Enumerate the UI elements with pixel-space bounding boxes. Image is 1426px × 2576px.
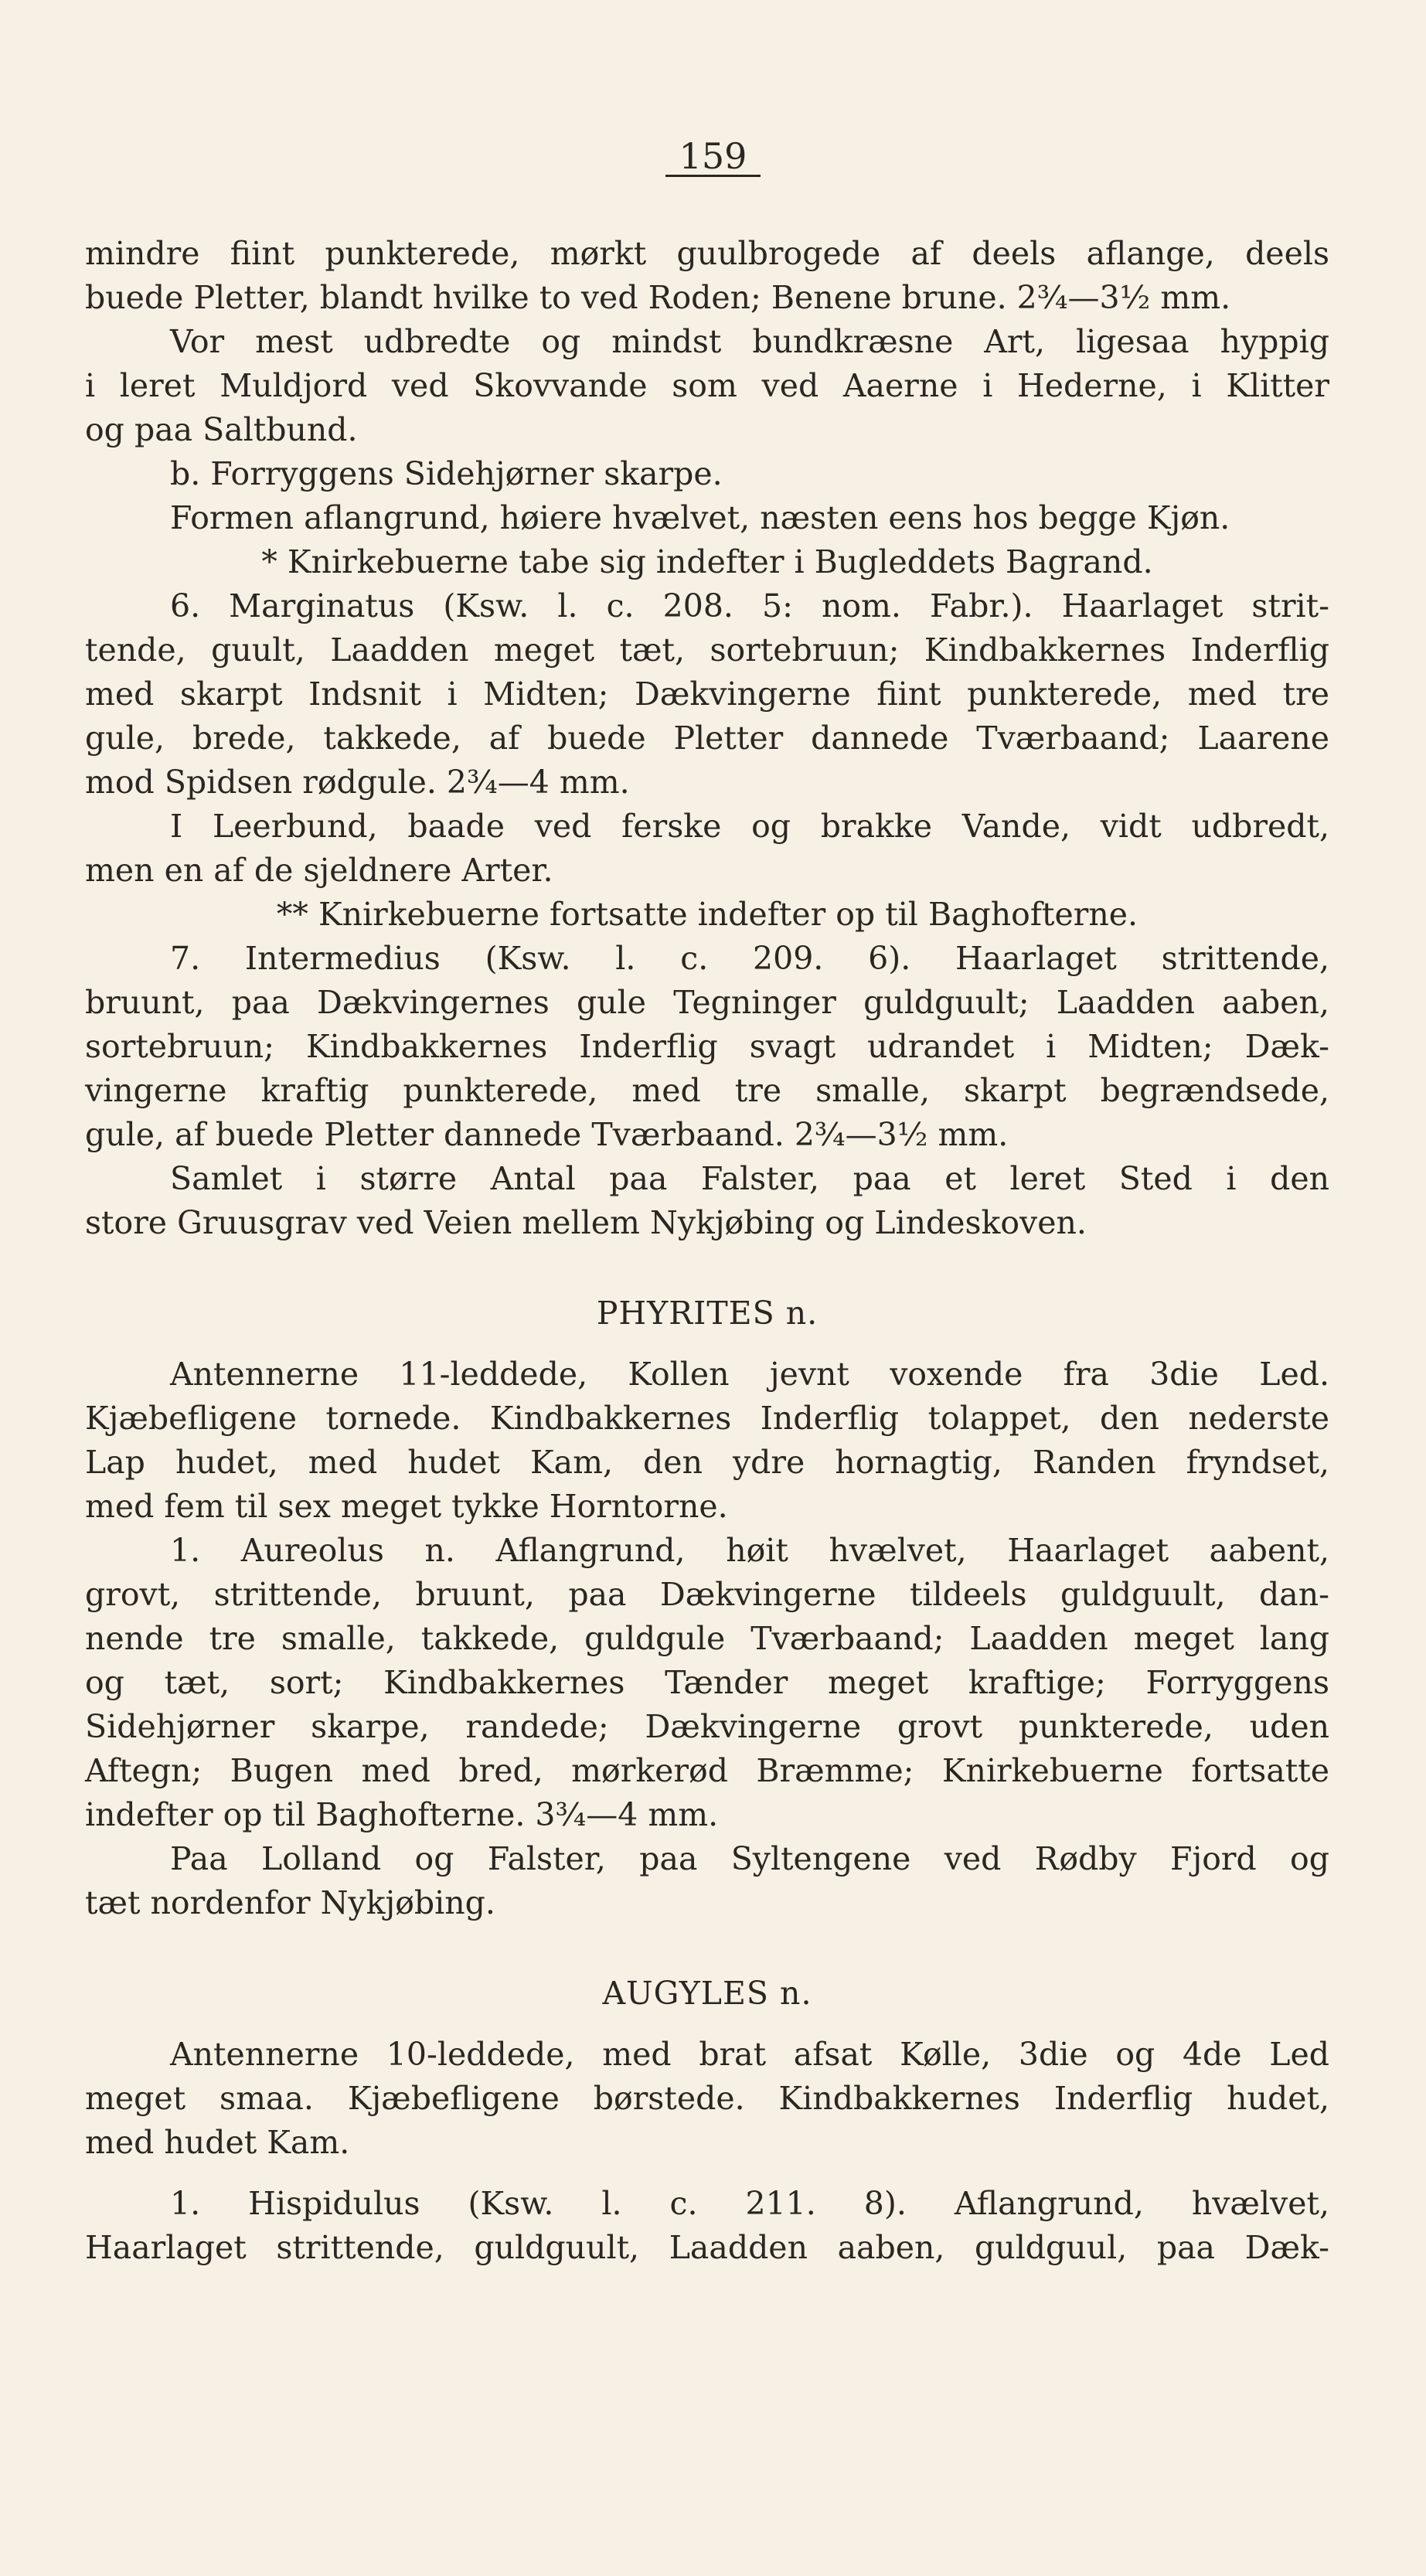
text-line: gule, af buede Pletter dannede Tværbaand. 2¾—3½ mm. <box>85 1116 1009 1153</box>
text-line: 1. Hispidulus (Ksw. l. c. 211. 8). Aflangrund, hvælvet, <box>170 2185 1329 2222</box>
text-line: Paa Lolland og Falster, paa Syltengene ved Rødby Fjord og <box>170 1840 1329 1877</box>
text-line: med skarpt Indsnit i Midten; Dækvingerne fiint punkterede, med tre <box>85 675 1329 713</box>
section-heading: PHYRITES n. <box>596 1295 819 1332</box>
text-line: indefter op til Baghofterne. 3¾—4 mm. <box>85 1796 719 1833</box>
text-line: nende tre smalle, takkede, guldgule Tværbaand; Laadden meget lang <box>85 1620 1329 1657</box>
text-line: mindre fiint punkterede, mørkt guulbrogede af deels aflange, deels <box>85 235 1329 272</box>
text-line: i leret Muldjord ved Skovvande som ved Aaerne i Hederne, i Klitter <box>85 367 1329 404</box>
text-line: store Gruusgrav ved Veien mellem Nykjøbing og Lindeskoven. <box>85 1204 1087 1241</box>
text-line: grovt, strittende, bruunt, paa Dækvingerne tildeels guldguult, dan- <box>85 1576 1329 1613</box>
text-line: tende, guult, Laadden meget tæt, sortebruun; Kindbakkernes Inderflig <box>85 631 1329 669</box>
text-line: Haarlaget strittende, guldguult, Laadden aaben, guldguul, paa Dæk- <box>85 2229 1329 2266</box>
text-line: tæt nordenfor Nykjøbing. <box>85 1884 495 1921</box>
text-line: bruunt, paa Dækvingernes gule Tegninger guldguult; Laadden aaben, <box>85 984 1329 1021</box>
text-line: b. Forryggens Sidehjørner skarpe. <box>170 455 723 492</box>
text-line: med fem til sex meget tykke Horntorne. <box>85 1488 728 1525</box>
text-line: Samlet i større Antal paa Falster, paa et leret Sted i den <box>170 1160 1329 1197</box>
section-heading: AUGYLES n. <box>602 1975 812 2012</box>
text-line: og paa Saltbund. <box>85 411 358 448</box>
text-line: gule, brede, takkede, af buede Pletter dannede Tværbaand; Laarene <box>85 720 1329 757</box>
text-line: og tæt, sort; Kindbakkernes Tænder meget kraftige; Forryggens <box>85 1664 1329 1701</box>
text-line: med hudet Kam. <box>85 2124 350 2161</box>
text-line: meget smaa. Kjæbefligene børstede. Kindbakkernes Inderflig hudet, <box>85 2080 1329 2117</box>
text-line: I Leerbund, baade ved ferske og brakke Vande, vidt udbredt, <box>170 808 1329 845</box>
text-line: men en af de sjeldnere Arter. <box>85 852 553 889</box>
page-number: 159 <box>0 135 1426 177</box>
text-line: buede Pletter, blandt hvilke to ved Roden; Benene brune. 2¾—3½ mm. <box>85 279 1231 316</box>
paragraph-gap <box>85 2165 1329 2182</box>
text-line: 1. Aureolus n. Aflangrund, høit hvælvet, Haarlaget aabent, <box>170 1532 1329 1569</box>
text-line: Vor mest udbredte og mindst bundkræsne Art, ligesaa hyppig <box>170 323 1329 360</box>
paragraph-gap <box>85 1336 1329 1353</box>
text-line: 6. Marginatus (Ksw. l. c. 208. 5: nom. Fabr.). Haarlaget strit- <box>170 587 1329 624</box>
text-line: Aftegn; Bugen med bred, mørkerød Bræmme; Knirkebuerne fortsatte <box>85 1752 1329 1789</box>
text-line: Formen aflangrund, høiere hvælvet, næsten eens hos begge Kjøn. <box>170 499 1230 536</box>
text-line: Lap hudet, med hudet Kam, den ydre hornagtig, Randen fryndset, <box>85 1444 1329 1481</box>
text-line: vingerne kraftig punkterede, med tre smalle, skarpt begrændsede, <box>85 1072 1329 1109</box>
text-line: Sidehjørner skarpe, randede; Dækvingerne grovt punkterede, uden <box>85 1708 1329 1745</box>
section-gap <box>85 1245 1329 1291</box>
text-line: 7. Intermedius (Ksw. l. c. 209. 6). Haarlaget strittende, <box>170 940 1329 977</box>
text-line: Antennerne 11-leddede, Kollen jevnt voxende fra 3die Led. <box>170 1356 1329 1393</box>
section-gap <box>85 1925 1329 1972</box>
text-line: ** Knirkebuerne fortsatte indefter op til Baghofterne. <box>276 896 1138 933</box>
paragraph-gap <box>85 2016 1329 2033</box>
text-line: sortebruun; Kindbakkernes Inderflig svagt udrandet i Midten; Dæk- <box>85 1028 1329 1065</box>
page-text <box>85 232 1329 2270</box>
text-line: mod Spidsen rødgule. 2¾—4 mm. <box>85 764 630 801</box>
text-line: Antennerne 10-leddede, med brat afsat Kølle, 3die og 4de Led <box>170 2036 1329 2073</box>
text-line: Kjæbefligene tornede. Kindbakkernes Inderflig tolappet, den nederste <box>85 1400 1329 1437</box>
text-line: * Knirkebuerne tabe sig indefter i Bugleddets Bagrand. <box>261 543 1153 580</box>
